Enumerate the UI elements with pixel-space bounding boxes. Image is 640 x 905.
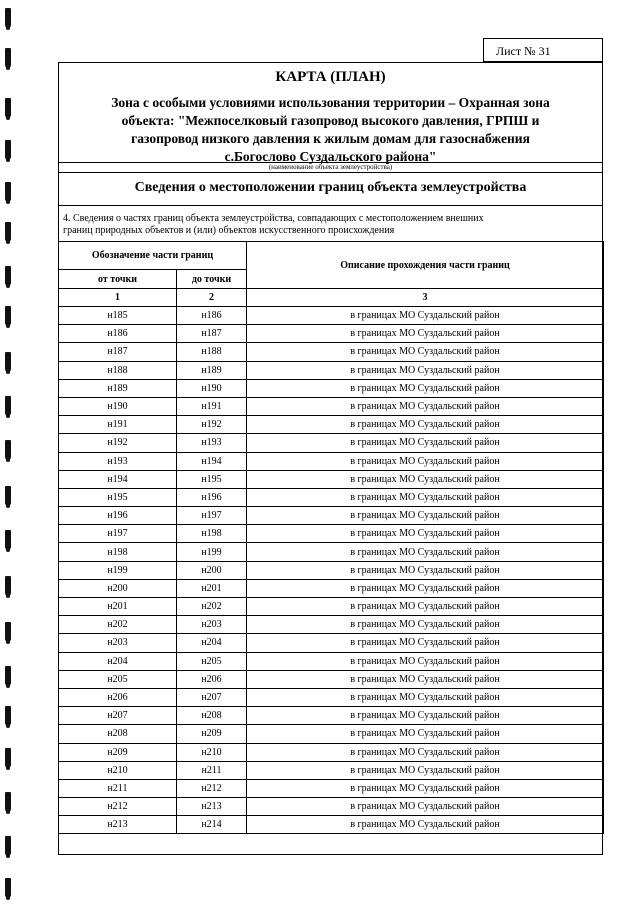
table-row <box>59 616 604 634</box>
description-cell: в границах МО Суздальский район <box>247 743 604 761</box>
section-note <box>63 213 593 237</box>
object-name-line: с.Богослово Суздальского района" <box>224 149 437 164</box>
table-row <box>59 743 604 761</box>
table-row <box>59 379 604 397</box>
description-cell: в границах МО Суздальский район <box>247 434 604 452</box>
table-row <box>59 707 604 725</box>
from-point-cell: н199 <box>59 561 177 579</box>
table-row <box>59 579 604 597</box>
description-cell: в границах МО Суздальский район <box>247 816 604 834</box>
to-point-cell: н202 <box>177 598 247 616</box>
description-cell: в границах МО Суздальский район <box>247 379 604 397</box>
to-point-cell: н190 <box>177 379 247 397</box>
description-cell: в границах МО Суздальский район <box>247 543 604 561</box>
table-row <box>59 507 604 525</box>
description-cell: в границах МО Суздальский район <box>247 598 604 616</box>
description-cell: в границах МО Суздальский район <box>247 525 604 543</box>
document-frame <box>58 62 603 855</box>
table-row <box>59 543 604 561</box>
from-point-cell: н209 <box>59 743 177 761</box>
table-row <box>59 488 604 506</box>
to-point-cell: н192 <box>177 416 247 434</box>
from-point-cell: н197 <box>59 525 177 543</box>
from-point-cell: н207 <box>59 707 177 725</box>
to-point-cell: н191 <box>177 397 247 415</box>
divider <box>59 162 602 163</box>
table-row <box>59 307 604 325</box>
description-cell: в границах МО Суздальский район <box>247 470 604 488</box>
from-point-cell: н200 <box>59 579 177 597</box>
sheet-number: Лист № 31 <box>483 38 603 62</box>
from-point-cell: н185 <box>59 307 177 325</box>
table-body <box>59 307 604 834</box>
description-cell: в границах МО Суздальский район <box>247 416 604 434</box>
to-point-cell: н207 <box>177 688 247 706</box>
document-title: КАРТА (ПЛАН) <box>275 69 386 85</box>
table-row <box>59 652 604 670</box>
object-name-line: объекта: "Межпоселковый газопровод высокого давления, ГРПШ и <box>121 113 540 128</box>
to-point-cell: н203 <box>177 616 247 634</box>
to-point-cell: н199 <box>177 543 247 561</box>
from-point-cell: н212 <box>59 798 177 816</box>
table-row <box>59 725 604 743</box>
object-name-line: Зона с особыми условиями использования территории – Охранная зона <box>111 95 550 110</box>
table-row <box>59 634 604 652</box>
to-point-cell: н201 <box>177 579 247 597</box>
to-point-cell: н188 <box>177 343 247 361</box>
from-point-cell: н210 <box>59 761 177 779</box>
table-row <box>59 798 604 816</box>
to-point-cell: н198 <box>177 525 247 543</box>
note-line: границ природных объектов и (или) объектов искусственного происхождения <box>63 225 395 236</box>
header-boundary-designation: Обозначение части границ <box>59 242 247 270</box>
description-cell: в границах МО Суздальский район <box>247 488 604 506</box>
to-point-cell: н206 <box>177 670 247 688</box>
from-point-cell: н202 <box>59 616 177 634</box>
from-point-cell: н187 <box>59 343 177 361</box>
from-point-cell: н211 <box>59 779 177 797</box>
to-point-cell: н205 <box>177 652 247 670</box>
from-point-cell: н193 <box>59 452 177 470</box>
description-cell: в границах МО Суздальский район <box>247 670 604 688</box>
description-cell: в границах МО Суздальский район <box>247 579 604 597</box>
description-cell: в границах МО Суздальский район <box>247 779 604 797</box>
from-point-cell: н203 <box>59 634 177 652</box>
to-point-cell: н196 <box>177 488 247 506</box>
boundary-table <box>58 241 604 834</box>
table-row <box>59 470 604 488</box>
column-number: 1 <box>59 289 177 307</box>
object-name <box>59 94 602 166</box>
header-description: Описание прохождения части границ <box>247 242 604 289</box>
from-point-cell: н189 <box>59 379 177 397</box>
description-cell: в границах МО Суздальский район <box>247 725 604 743</box>
table-row <box>59 416 604 434</box>
from-point-cell: н204 <box>59 652 177 670</box>
table-row <box>59 452 604 470</box>
table-row <box>59 397 604 415</box>
description-cell: в границах МО Суздальский район <box>247 616 604 634</box>
table-row <box>59 598 604 616</box>
description-cell: в границах МО Суздальский район <box>247 397 604 415</box>
from-point-cell: н208 <box>59 725 177 743</box>
from-point-cell: н190 <box>59 397 177 415</box>
table-row <box>59 525 604 543</box>
description-cell: в границах МО Суздальский район <box>247 634 604 652</box>
to-point-cell: н211 <box>177 761 247 779</box>
from-point-cell: н205 <box>59 670 177 688</box>
to-point-cell: н212 <box>177 779 247 797</box>
table-row <box>59 670 604 688</box>
to-point-cell: н214 <box>177 816 247 834</box>
table-row <box>59 343 604 361</box>
table-row <box>59 325 604 343</box>
from-point-cell: н191 <box>59 416 177 434</box>
description-cell: в границах МО Суздальский район <box>247 361 604 379</box>
table-row <box>59 779 604 797</box>
to-point-cell: н209 <box>177 725 247 743</box>
from-point-cell: н198 <box>59 543 177 561</box>
column-number: 2 <box>177 289 247 307</box>
header-to-point: до точки <box>177 270 247 289</box>
to-point-cell: н213 <box>177 798 247 816</box>
from-point-cell: н195 <box>59 488 177 506</box>
to-point-cell: н204 <box>177 634 247 652</box>
description-cell: в границах МО Суздальский район <box>247 452 604 470</box>
description-cell: в границах МО Суздальский район <box>247 652 604 670</box>
to-point-cell: н200 <box>177 561 247 579</box>
to-point-cell: н210 <box>177 743 247 761</box>
description-cell: в границах МО Суздальский район <box>247 325 604 343</box>
to-point-cell: н194 <box>177 452 247 470</box>
description-cell: в границах МО Суздальский район <box>247 707 604 725</box>
to-point-cell: н186 <box>177 307 247 325</box>
binding-holes <box>0 0 22 905</box>
from-point-cell: н186 <box>59 325 177 343</box>
object-name-line: газопровод низкого давления к жилым домам для газоснабжения <box>131 131 530 146</box>
to-point-cell: н197 <box>177 507 247 525</box>
from-point-cell: н194 <box>59 470 177 488</box>
divider <box>59 172 602 173</box>
table-row <box>59 761 604 779</box>
divider <box>59 205 602 206</box>
table-row <box>59 688 604 706</box>
table-row <box>59 361 604 379</box>
description-cell: в границах МО Суздальский район <box>247 688 604 706</box>
description-cell: в границах МО Суздальский район <box>247 798 604 816</box>
table-row <box>59 816 604 834</box>
description-cell: в границах МО Суздальский район <box>247 507 604 525</box>
title-block <box>59 63 602 163</box>
from-point-cell: н213 <box>59 816 177 834</box>
section-title: Сведения о местоположении границ объекта землеустройства <box>134 180 527 195</box>
from-point-cell: н192 <box>59 434 177 452</box>
to-point-cell: н187 <box>177 325 247 343</box>
column-number: 3 <box>247 289 604 307</box>
from-point-cell: н188 <box>59 361 177 379</box>
description-cell: в границах МО Суздальский район <box>247 307 604 325</box>
table-row <box>59 434 604 452</box>
to-point-cell: н193 <box>177 434 247 452</box>
from-point-cell: н196 <box>59 507 177 525</box>
table-row <box>59 561 604 579</box>
description-cell: в границах МО Суздальский район <box>247 561 604 579</box>
to-point-cell: н208 <box>177 707 247 725</box>
note-line: 4. Сведения о частях границ объекта землеустройства, совпадающих с местоположением внешних <box>63 213 484 224</box>
from-point-cell: н206 <box>59 688 177 706</box>
header-from-point: от точки <box>59 270 177 289</box>
description-cell: в границах МО Суздальский район <box>247 761 604 779</box>
description-cell: в границах МО Суздальский район <box>247 343 604 361</box>
to-point-cell: н195 <box>177 470 247 488</box>
to-point-cell: н189 <box>177 361 247 379</box>
object-caption: (наименование объекта землеустройства) <box>268 163 393 171</box>
from-point-cell: н201 <box>59 598 177 616</box>
